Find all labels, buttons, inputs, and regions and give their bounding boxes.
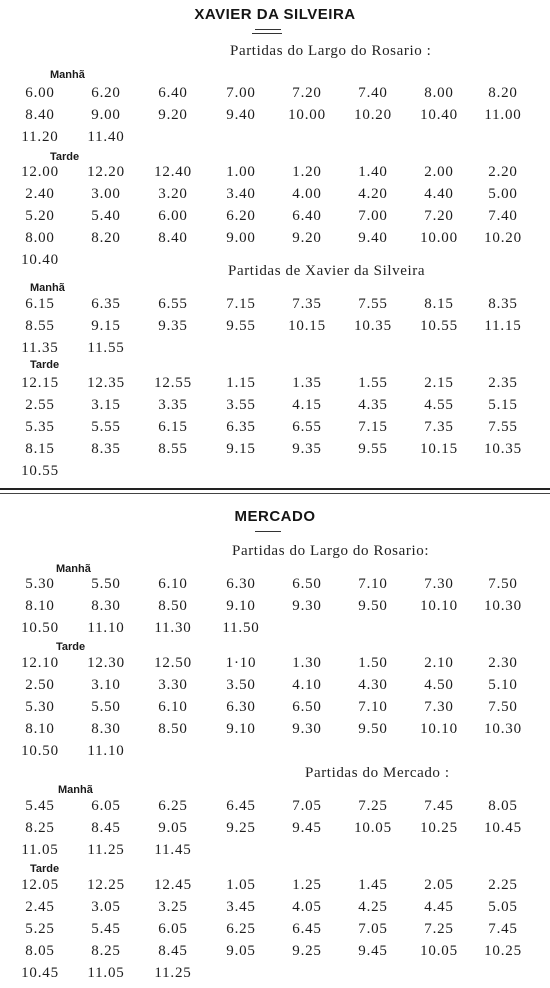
departure-time: 11.45 (154, 842, 192, 858)
departure-time: 9.00 (226, 230, 256, 246)
departure-time: 3.40 (226, 186, 256, 202)
departure-time: 9.40 (226, 107, 256, 123)
departure-time: 8.00 (424, 85, 454, 101)
departure-time: 9.15 (91, 318, 121, 334)
table-row (0, 462, 550, 484)
departure-time: 9.50 (358, 721, 388, 737)
departure-time: 1.55 (358, 375, 388, 391)
departure-time: 7.15 (358, 419, 388, 435)
departure-time: 4.35 (358, 397, 388, 413)
departure-time: 8.45 (158, 943, 188, 959)
departure-time: 8.30 (91, 721, 121, 737)
departure-time: 1.35 (292, 375, 322, 391)
departure-time: 9.50 (358, 598, 388, 614)
departure-time: 11.30 (154, 620, 192, 636)
departure-time: 6.00 (25, 85, 55, 101)
departure-time: 9.35 (292, 441, 322, 457)
table-row (0, 440, 550, 462)
table-row (0, 418, 550, 440)
departure-time: 9.05 (226, 943, 256, 959)
departure-time: 3.05 (91, 899, 121, 915)
departure-time: 7.30 (424, 699, 454, 715)
departure-time: 7.10 (358, 576, 388, 592)
departure-time: 2.50 (25, 677, 55, 693)
departure-time: 6.35 (226, 419, 256, 435)
departure-time: 12.40 (154, 164, 192, 180)
departure-time: 9.35 (158, 318, 188, 334)
departure-time: 8.10 (25, 721, 55, 737)
departure-time: 8.35 (91, 441, 121, 457)
table-row (0, 339, 550, 361)
departure-time: 6.55 (292, 419, 322, 435)
departure-time: 10.35 (484, 441, 522, 457)
departure-time: 2.45 (25, 899, 55, 915)
departure-time: 6.40 (158, 85, 188, 101)
departure-time: 7.35 (292, 296, 322, 312)
departure-time: 3.35 (158, 397, 188, 413)
departure-time: 9.15 (226, 441, 256, 457)
departure-time: 1.45 (358, 877, 388, 893)
departure-time: 6.25 (158, 798, 188, 814)
table-row (0, 654, 550, 676)
title-rule (255, 531, 281, 532)
departure-time: 1.30 (292, 655, 322, 671)
period-label-tarde: Tarde (50, 151, 80, 163)
departure-time: 8.35 (488, 296, 518, 312)
departure-time: 7.35 (424, 419, 454, 435)
departure-time: 6.05 (91, 798, 121, 814)
departure-time: 6.10 (158, 576, 188, 592)
departure-time: 11.00 (484, 107, 522, 123)
departure-time: 10.30 (484, 598, 522, 614)
departure-time: 7.15 (226, 296, 256, 312)
table-heading: Partidas do Largo do Rosario : (230, 43, 432, 59)
departure-time: 6.50 (292, 699, 322, 715)
departure-time: 1.05 (226, 877, 256, 893)
departure-time: 5.45 (91, 921, 121, 937)
departure-time: 9.30 (292, 721, 322, 737)
departure-time: 4.00 (292, 186, 322, 202)
table-row (0, 207, 550, 229)
departure-time: 8.55 (158, 441, 188, 457)
departure-time: 6.15 (158, 419, 188, 435)
departure-time: 8.05 (25, 943, 55, 959)
departure-time: 5.05 (488, 899, 518, 915)
departure-time: 8.50 (158, 598, 188, 614)
departure-time: 5.40 (91, 208, 121, 224)
departure-time: 10.05 (420, 943, 458, 959)
table-row (0, 575, 550, 597)
departure-time: 8.20 (91, 230, 121, 246)
departure-time: 9.55 (226, 318, 256, 334)
departure-time: 6.40 (292, 208, 322, 224)
departure-time: 7.50 (488, 576, 518, 592)
departure-time: 12.10 (21, 655, 59, 671)
departure-time: 2.05 (424, 877, 454, 893)
table-heading: Partidas do Mercado : (305, 765, 450, 781)
departure-time: 11.50 (222, 620, 260, 636)
departure-time: 9.25 (292, 943, 322, 959)
table-heading: Partidas de Xavier da Silveira (228, 263, 426, 279)
departure-time: 1.15 (226, 375, 256, 391)
departure-time: 8.45 (91, 820, 121, 836)
departure-time: 6.25 (226, 921, 256, 937)
departure-time: 5.30 (25, 699, 55, 715)
departure-time: 10.15 (288, 318, 326, 334)
departure-time: 1·10 (225, 655, 257, 671)
departure-time: 2.25 (488, 877, 518, 893)
departure-time: 7.10 (358, 699, 388, 715)
departure-time: 12.15 (21, 375, 59, 391)
departure-time: 5.10 (488, 677, 518, 693)
departure-time: 9.40 (358, 230, 388, 246)
departure-time: 7.40 (488, 208, 518, 224)
departure-time: 11.15 (484, 318, 522, 334)
departure-time: 8.50 (158, 721, 188, 737)
departure-time: 6.00 (158, 208, 188, 224)
table-row (0, 920, 550, 942)
departure-time: 4.10 (292, 677, 322, 693)
departure-time: 11.10 (87, 620, 125, 636)
departure-time: 3.25 (158, 899, 188, 915)
departure-time: 12.00 (21, 164, 59, 180)
table-row (0, 396, 550, 418)
period-label-manha: Manhã (56, 563, 91, 575)
table-row (0, 964, 550, 986)
departure-time: 8.55 (25, 318, 55, 334)
title-rule (255, 29, 281, 30)
table-row (0, 720, 550, 742)
departure-time: 2.10 (424, 655, 454, 671)
departure-time: 3.30 (158, 677, 188, 693)
departure-time: 12.55 (154, 375, 192, 391)
departure-time: 10.45 (21, 965, 59, 981)
departure-time: 6.50 (292, 576, 322, 592)
departure-time: 9.45 (358, 943, 388, 959)
section-divider (0, 488, 550, 494)
departure-time: 7.20 (424, 208, 454, 224)
section-title: XAVIER DA SILVEIRA (194, 6, 356, 23)
departure-time: 4.30 (358, 677, 388, 693)
departure-time: 10.35 (354, 318, 392, 334)
departure-time: 8.20 (488, 85, 518, 101)
table-row (0, 819, 550, 841)
departure-time: 6.30 (226, 699, 256, 715)
departure-time: 7.05 (292, 798, 322, 814)
table-row (0, 841, 550, 863)
departure-time: 3.15 (91, 397, 121, 413)
departure-time: 9.45 (292, 820, 322, 836)
departure-time: 10.20 (484, 230, 522, 246)
departure-time: 3.45 (226, 899, 256, 915)
departure-time: 11.40 (87, 129, 125, 145)
departure-time: 9.10 (226, 598, 256, 614)
departure-time: 7.40 (358, 85, 388, 101)
table-row (0, 106, 550, 128)
title-rule (252, 33, 282, 34)
departure-time: 6.05 (158, 921, 188, 937)
departure-time: 5.00 (488, 186, 518, 202)
departure-time: 11.55 (87, 340, 125, 356)
departure-time: 10.50 (21, 620, 59, 636)
departure-time: 10.10 (420, 721, 458, 737)
table-row (0, 676, 550, 698)
departure-time: 6.45 (292, 921, 322, 937)
departure-time: 7.00 (226, 85, 256, 101)
departure-time: 7.05 (358, 921, 388, 937)
departure-time: 4.25 (358, 899, 388, 915)
departure-time: 7.25 (424, 921, 454, 937)
departure-time: 10.20 (354, 107, 392, 123)
departure-time: 2.15 (424, 375, 454, 391)
departure-time: 4.45 (424, 899, 454, 915)
departure-time: 9.10 (226, 721, 256, 737)
departure-time: 5.15 (488, 397, 518, 413)
departure-time: 10.55 (21, 463, 59, 479)
departure-time: 10.40 (420, 107, 458, 123)
period-label-tarde: Tarde (56, 641, 86, 653)
departure-time: 8.15 (424, 296, 454, 312)
departure-time: 5.45 (25, 798, 55, 814)
departure-time: 9.25 (226, 820, 256, 836)
section-title: MERCADO (234, 508, 316, 525)
departure-time: 2.30 (488, 655, 518, 671)
departure-time: 6.20 (91, 85, 121, 101)
departure-time: 7.50 (488, 699, 518, 715)
departure-time: 10.00 (288, 107, 326, 123)
departure-time: 4.40 (424, 186, 454, 202)
departure-time: 12.20 (87, 164, 125, 180)
departure-time: 10.25 (420, 820, 458, 836)
departure-time: 1.00 (226, 164, 256, 180)
departure-time: 6.15 (25, 296, 55, 312)
departure-time: 10.15 (420, 441, 458, 457)
period-label-manha: Manhã (50, 69, 85, 81)
departure-time: 3.55 (226, 397, 256, 413)
departure-time: 11.10 (87, 743, 125, 759)
departure-time: 4.55 (424, 397, 454, 413)
departure-time: 3.50 (226, 677, 256, 693)
departure-time: 4.15 (292, 397, 322, 413)
table-row (0, 942, 550, 964)
departure-time: 7.25 (358, 798, 388, 814)
departure-time: 9.05 (158, 820, 188, 836)
departure-time: 2.00 (424, 164, 454, 180)
departure-time: 7.00 (358, 208, 388, 224)
departure-time: 11.20 (21, 129, 59, 145)
departure-time: 6.20 (226, 208, 256, 224)
table-row (0, 797, 550, 819)
table-row (0, 185, 550, 207)
period-label-tarde: Tarde (30, 359, 60, 371)
table-row (0, 128, 550, 150)
departure-time: 7.55 (488, 419, 518, 435)
departure-time: 9.00 (91, 107, 121, 123)
departure-time: 3.00 (91, 186, 121, 202)
departure-time: 8.05 (488, 798, 518, 814)
departure-time: 3.10 (91, 677, 121, 693)
departure-time: 12.25 (87, 877, 125, 893)
table-row (0, 317, 550, 339)
departure-time: 10.55 (420, 318, 458, 334)
departure-time: 5.55 (91, 419, 121, 435)
departure-time: 11.05 (21, 842, 59, 858)
departure-time: 7.55 (358, 296, 388, 312)
departure-time: 11.25 (154, 965, 192, 981)
departure-time: 4.20 (358, 186, 388, 202)
departure-time: 1.40 (358, 164, 388, 180)
departure-time: 6.45 (226, 798, 256, 814)
departure-time: 9.20 (158, 107, 188, 123)
departure-time: 1.50 (358, 655, 388, 671)
departure-time: 5.30 (25, 576, 55, 592)
table-heading: Partidas do Largo do Rosario: (232, 543, 430, 559)
table-row (0, 229, 550, 251)
departure-time: 10.00 (420, 230, 458, 246)
departure-time: 8.15 (25, 441, 55, 457)
departure-time: 6.55 (158, 296, 188, 312)
table-row (0, 698, 550, 720)
period-label-manha: Manhã (58, 784, 93, 796)
departure-time: 8.30 (91, 598, 121, 614)
table-row (0, 898, 550, 920)
departure-time: 10.50 (21, 743, 59, 759)
departure-time: 10.30 (484, 721, 522, 737)
departure-time: 6.10 (158, 699, 188, 715)
table-row (0, 619, 550, 641)
departure-time: 10.10 (420, 598, 458, 614)
departure-time: 7.20 (292, 85, 322, 101)
table-row (0, 742, 550, 764)
departure-time: 4.05 (292, 899, 322, 915)
departure-time: 10.40 (21, 252, 59, 268)
departure-time: 6.30 (226, 576, 256, 592)
table-row (0, 876, 550, 898)
departure-time: 9.30 (292, 598, 322, 614)
departure-time: 5.25 (25, 921, 55, 937)
departure-time: 7.45 (424, 798, 454, 814)
departure-time: 11.35 (21, 340, 59, 356)
departure-time: 8.25 (91, 943, 121, 959)
departure-time: 7.30 (424, 576, 454, 592)
departure-time: 12.50 (154, 655, 192, 671)
departure-time: 5.50 (91, 699, 121, 715)
departure-time: 6.35 (91, 296, 121, 312)
departure-time: 9.55 (358, 441, 388, 457)
departure-time: 11.25 (87, 842, 125, 858)
departure-time: 7.45 (488, 921, 518, 937)
departure-time: 8.00 (25, 230, 55, 246)
departure-time: 10.25 (484, 943, 522, 959)
departure-time: 5.50 (91, 576, 121, 592)
departure-time: 9.20 (292, 230, 322, 246)
departure-time: 8.10 (25, 598, 55, 614)
departure-time: 3.20 (158, 186, 188, 202)
departure-time: 12.05 (21, 877, 59, 893)
departure-time: 8.40 (158, 230, 188, 246)
departure-time: 12.45 (154, 877, 192, 893)
departure-time: 5.20 (25, 208, 55, 224)
departure-time: 12.35 (87, 375, 125, 391)
departure-time: 4.50 (424, 677, 454, 693)
departure-time: 12.30 (87, 655, 125, 671)
table-row (0, 163, 550, 185)
departure-time: 8.40 (25, 107, 55, 123)
departure-time: 2.55 (25, 397, 55, 413)
departure-time: 1.20 (292, 164, 322, 180)
departure-time: 11.05 (87, 965, 125, 981)
departure-time: 2.35 (488, 375, 518, 391)
departure-time: 10.45 (484, 820, 522, 836)
period-label-tarde: Tarde (30, 863, 60, 875)
departure-time: 1.25 (292, 877, 322, 893)
table-row (0, 374, 550, 396)
period-label-manha: Manhã (30, 282, 65, 294)
departure-time: 8.25 (25, 820, 55, 836)
departure-time: 5.35 (25, 419, 55, 435)
table-row (0, 597, 550, 619)
departure-time: 2.40 (25, 186, 55, 202)
departure-time: 2.20 (488, 164, 518, 180)
departure-time: 10.05 (354, 820, 392, 836)
table-row (0, 295, 550, 317)
table-row (0, 84, 550, 106)
